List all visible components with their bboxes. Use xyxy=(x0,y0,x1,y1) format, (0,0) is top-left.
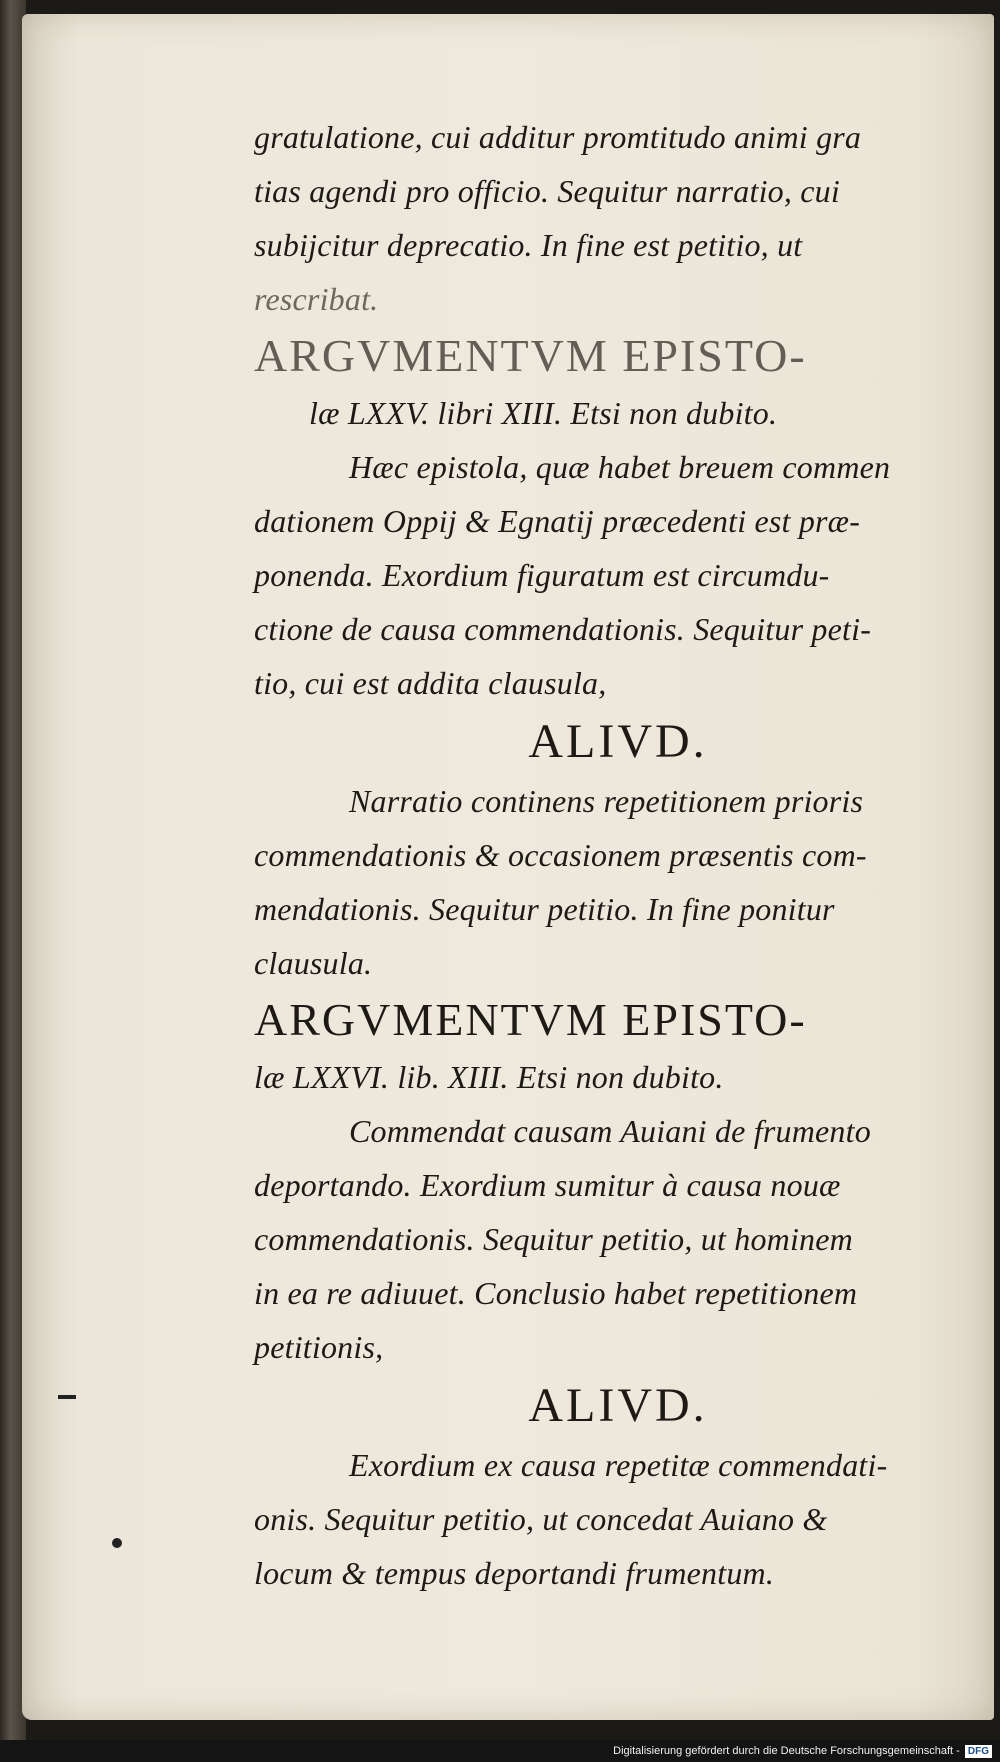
text-line: in ea re adiuuet. Conclusio habet repetitionem xyxy=(254,1275,858,1311)
text-line: locum & tempus deportandi frumentum. xyxy=(254,1555,775,1591)
digitization-credit xyxy=(613,1742,992,1760)
text-line: ctione de causa commendationis. Sequitur peti- xyxy=(254,611,872,647)
text-line: dationem Oppij & Egnatij præcedenti est præ- xyxy=(254,503,861,539)
text-line: gratulatione, cui additur promtitudo animi gra xyxy=(254,119,862,155)
credit-text: Digitalisierung gefördert durch die Deutsche Forschungsgemeinschaft - xyxy=(613,1745,960,1757)
text-line: clausula. xyxy=(254,945,373,981)
page-text xyxy=(254,110,982,1600)
text-line: commendationis & occasionem præsentis com- xyxy=(254,837,867,873)
text-line: ponenda. Exordium figuratum est circumdu- xyxy=(254,557,830,593)
text-line: onis. Sequitur petitio, ut concedat Auiano & xyxy=(254,1501,828,1537)
text-line: rescribat. xyxy=(254,281,379,317)
text-line: læ LXXVI. lib. XIII. Etsi non dubito. xyxy=(254,1059,724,1095)
margin-dot xyxy=(112,1538,122,1548)
text-line: petitionis, xyxy=(254,1329,384,1365)
text-line: commendationis. Sequitur petitio, ut hominem xyxy=(254,1221,853,1257)
section-subtitle: ALIVD. xyxy=(528,1379,708,1432)
dfg-logo: DFG xyxy=(965,1745,992,1758)
text-line: Narratio continens repetitionem prioris xyxy=(349,783,864,819)
margin-mark xyxy=(58,1395,76,1399)
section-heading: ARGVMENTVM EPISTO- xyxy=(254,330,807,381)
section-subtitle: ALIVD. xyxy=(528,715,708,768)
text-line: Commendat causam Auiani de frumento xyxy=(349,1113,871,1149)
section-heading: ARGVMENTVM EPISTO- xyxy=(254,994,807,1045)
book-page xyxy=(22,14,994,1720)
text-line: deportando. Exordium sumitur à causa nouæ xyxy=(254,1167,841,1203)
text-line: Hæc epistola, quæ habet breuem commen xyxy=(349,449,891,485)
text-line: subijcitur deprecatio. In fine est petitio, ut xyxy=(254,227,803,263)
text-line: Exordium ex causa repetitæ commendati- xyxy=(349,1447,888,1483)
text-line: tias agendi pro officio. Sequitur narratio, cui xyxy=(254,173,840,209)
text-line: læ LXXV. libri XIII. Etsi non dubito. xyxy=(309,395,778,431)
text-line: tio, cui est addita clausula, xyxy=(254,665,607,701)
text-line: mendationis. Sequitur petitio. In fine ponitur xyxy=(254,891,835,927)
